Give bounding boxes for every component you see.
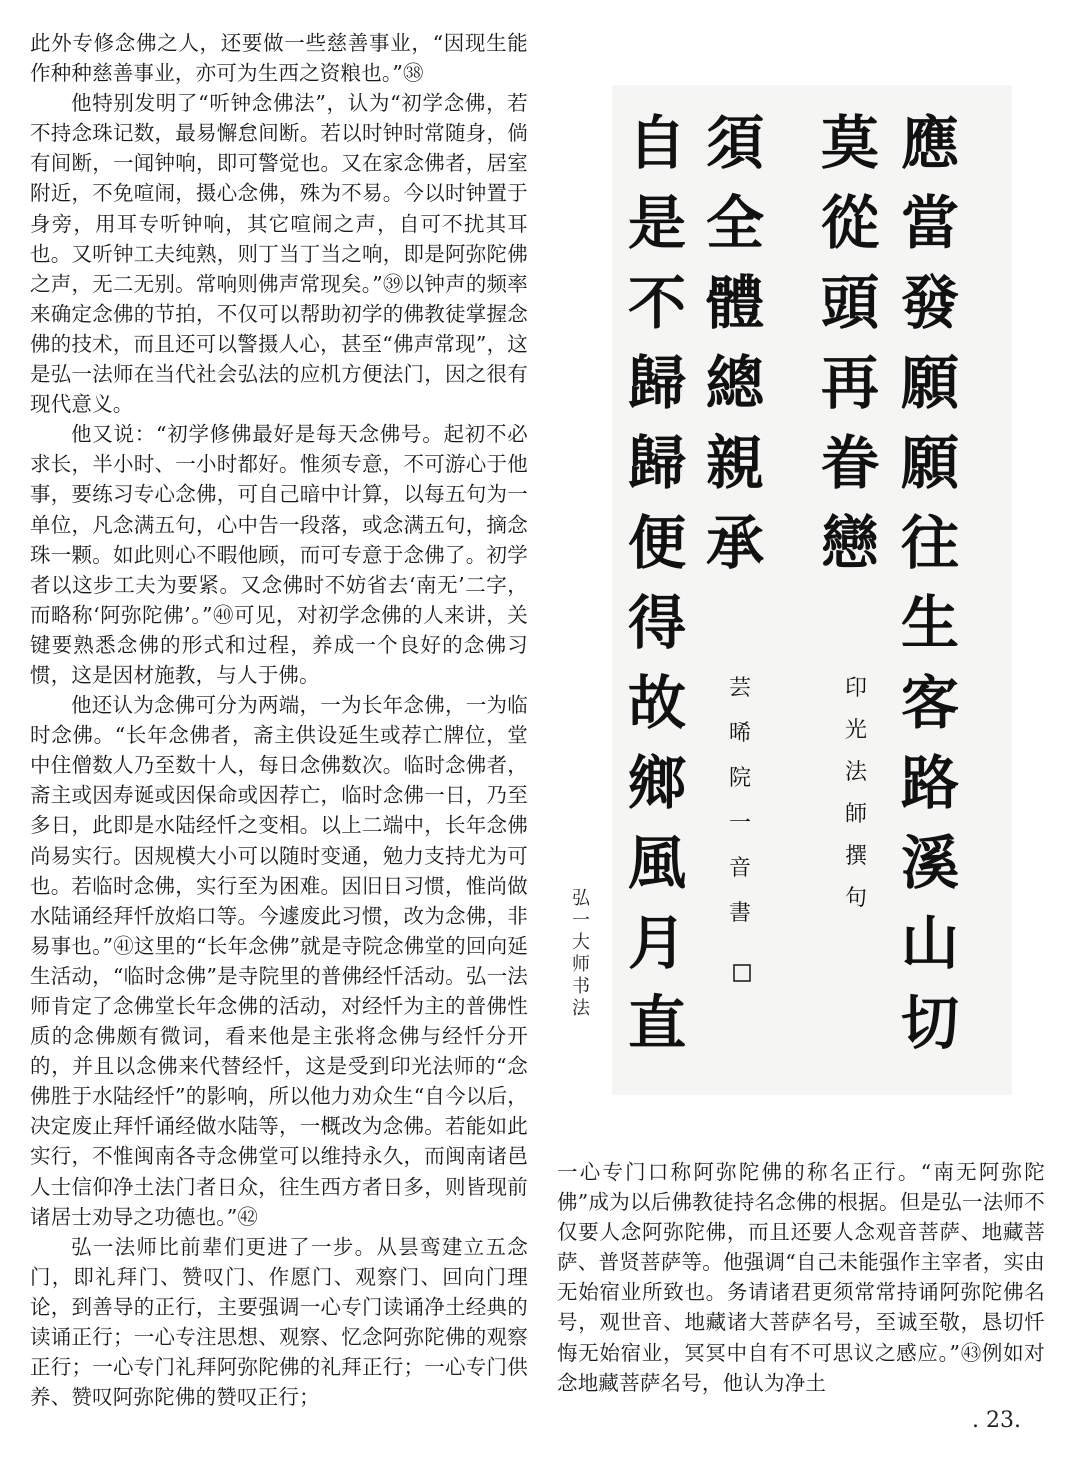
calligraphy-char: 溪 [900,829,960,897]
calligraphy-char: 印 [844,676,868,701]
calligraphy-svg [612,85,1012,1095]
calligraphy-char: 晞 [728,721,752,746]
paragraph: 此外专修念佛之人，还要做一些慈善事业，“因现生能作种种慈善事业，亦可为生西之资粮也。”㊳ [30,31,528,86]
calligraphy-line-right [901,109,960,1057]
caption-char: 大 [572,932,590,953]
calligraphy-char: 體 [705,269,765,337]
calligraphy-char: 院 [728,766,752,791]
calligraphy-char: 再 [820,349,880,417]
calligraphy-line-middle [821,109,880,577]
calligraphy-char: 親 [705,429,765,497]
inscription-left [729,676,751,926]
calligraphy-char: 戀 [820,509,880,577]
paragraph: 一心专门口称阿弥陀佛的称名正行。“南无阿弥陀佛”成为以后佛教徒持名念佛的根据。但是弘一法师不仅要人念阿弥陀佛，而且还要人念观音菩萨、地藏菩萨、普贤菩萨等。他强调“自己未能强作主宰者，实由无始宿业所致也。务请诸君更须常常持诵阿弥陀佛名号，观世音、地藏诸大菩萨名号，至诚至敬，恳切忏悔无始宿业，冥冥中自有不可思议之感应。”㊸例如对念地藏菩萨名号，他认为净土 [557,1160,1045,1395]
caption-char: 书 [572,976,590,997]
calligraphy-artwork [612,85,1012,1095]
paragraph: 他特别发明了“听钟念佛法”，认为“初学念佛，若不持念珠记数，最易懈怠间断。若以时钟时常随身，倘有间断，一闻钟响，即可警觉也。又在家念佛者，居室附近，不免喧闹，摄心念佛，殊为不易。今以时钟置于身旁，用耳专听钟响，其它喧闹之声，自可不扰其耳也。又听钟工夫纯熟，则丁当丁当之响，即是阿弥陀佛之声，无二无别。常响则佛声常现矣。”㊴以钟声的频率来确定念佛的节拍，不仅可以帮助初学的佛教徒掌握念佛的技术，而且还可以警摄人心，甚至“佛声常现”，这是弘一法师在当代社会弘法的应机方便法门，因之很有现代意义。 [30,91,528,417]
calligraphy-char: 月 [627,909,687,977]
paragraph: 他又说：“初学修佛最好是每天念佛号。起初不必求长，半小时、一小时都好。惟须专意，不可游心于他事，要练习专心念佛，可自己暗中计算，以每五句为一单位，凡念满五句，心中告一段落，或念满五句，摘念珠一颗。如此则心不暇他顾，而可专意于念佛了。初学者以这步工夫为要紧。又念佛时不妨省去‘南无’二字，而略称‘阿弥陀佛’。”㊵可见，对初学念佛的人来讲，关键要熟悉念佛的形式和过程，养成一个良好的念佛习惯，这是因材施教，与人于佛。 [30,422,528,687]
calligraphy-char: 往 [900,509,960,577]
calligraphy-char: 承 [705,509,765,577]
calligraphy-line-left [628,109,686,1057]
calligraphy-char: 句 [844,886,868,911]
calligraphy-char: 應 [900,109,960,177]
calligraphy-char: 故 [627,669,687,737]
calligraphy-char: 全 [705,189,765,257]
caption-char: 法 [572,998,590,1019]
calligraphy-char: 客 [900,669,960,737]
calligraphy-char: 山 [900,909,960,977]
calligraphy-char: 法 [844,760,868,785]
calligraphy-char: 發 [900,269,960,337]
inscription-right [845,676,868,911]
calligraphy-char: 頭 [820,269,880,337]
calligraphy-char: 眷 [820,429,880,497]
paragraph: 他还认为念佛可分为两端，一为长年念佛，一为临时念佛。“长年念佛者，斋主供设延生或荐亡牌位，堂中住僧数人乃至数十人，每日念佛数次。临时念佛者，斋主或因寿诞或因保命或因荐亡，临时念佛一日，乃至多日，此即是水陆经忏之变相。以上二端中，长年念佛尚易实行。因规模大小可以随时变通，勉力支持尤为可也。若临时念佛，实行至为困难。因旧日习惯，惟尚做水陆诵经拜忏放焰口等。今遽废此习惯，改为念佛，非易事也。”㊶这里的“长年念佛”就是寺院念佛堂的回向延生活动，“临时念佛”是寺院里的普佛经忏活动。弘一法师肯定了念佛堂长年念佛的活动，对经忏为主的普佛性质的念佛颇有微词，看来他是主张将念佛与经忏分开的，并且以念佛来代替经忏，这是受到印光法师的“念佛胜于水陆经忏”的影响，所以他力劝众生“自今以后，决定废止拜忏诵经做水陆等，一概改为念佛。若能如此实行，不惟闽南各寺念佛堂可以维持永久，而闽南诸邑人士信仰净土法门者日众，往生西方者日多，则皆现前诸居士劝导之功德也。”㊷ [30,693,528,1229]
calligraphy-char: 一 [728,811,752,836]
calligraphy-char: 芸 [728,676,752,701]
calligraphy-char: 撰 [844,844,868,869]
calligraphy-char: 當 [900,189,960,257]
calligraphy-char: 願 [900,349,960,417]
calligraphy-char: 願 [900,429,960,497]
caption-char: 弘 [572,888,590,909]
caption-char: 师 [572,954,590,975]
calligraphy-char: 風 [627,829,687,897]
calligraphy-char: 歸 [627,429,687,497]
calligraphy-char: 得 [627,589,687,657]
calligraphy-char: 師 [844,802,868,827]
calligraphy-char: 鄉 [627,749,687,817]
calligraphy-char: 從 [820,189,880,257]
paragraph: 弘一法师比前辈们更进了一步。从昙鸾建立五念门，即礼拜门、赞叹门、作愿门、观察门、回向门理论，到善导的正行，主要强调一心专门读诵净土经典的读诵正行；一心专注思想、观察、忆念阿弥陀佛的观察正行；一心专门礼拜阿弥陀佛的礼拜正行；一心专门供养、赞叹阿弥陀佛的赞叹正行； [30,1234,528,1410]
calligraphy-char: 生 [900,589,960,657]
calligraphy-char: 不 [627,269,687,337]
calligraphy-caption [568,888,594,1020]
calligraphy-char: 切 [900,989,960,1057]
calligraphy-char: 歸 [627,349,687,417]
calligraphy-char: 直 [627,989,687,1057]
seal-stamp [734,965,750,981]
left-text-column [30,28,528,1412]
caption-char: 一 [572,910,590,931]
calligraphy-char: 總 [705,349,765,417]
calligraphy-char: 音 [728,856,752,881]
calligraphy-line-left-2 [706,109,766,577]
calligraphy-char: 須 [705,109,765,177]
calligraphy-char: 莫 [820,109,880,177]
page-number: . 23. [972,1408,1021,1433]
right-text-column [557,1157,1045,1398]
calligraphy-char: 光 [844,718,868,743]
calligraphy-char: 便 [627,509,687,577]
calligraphy-char: 自 [627,109,687,177]
calligraphy-char: 書 [728,901,752,926]
calligraphy-char: 是 [627,189,687,257]
calligraphy-char: 路 [900,749,960,817]
